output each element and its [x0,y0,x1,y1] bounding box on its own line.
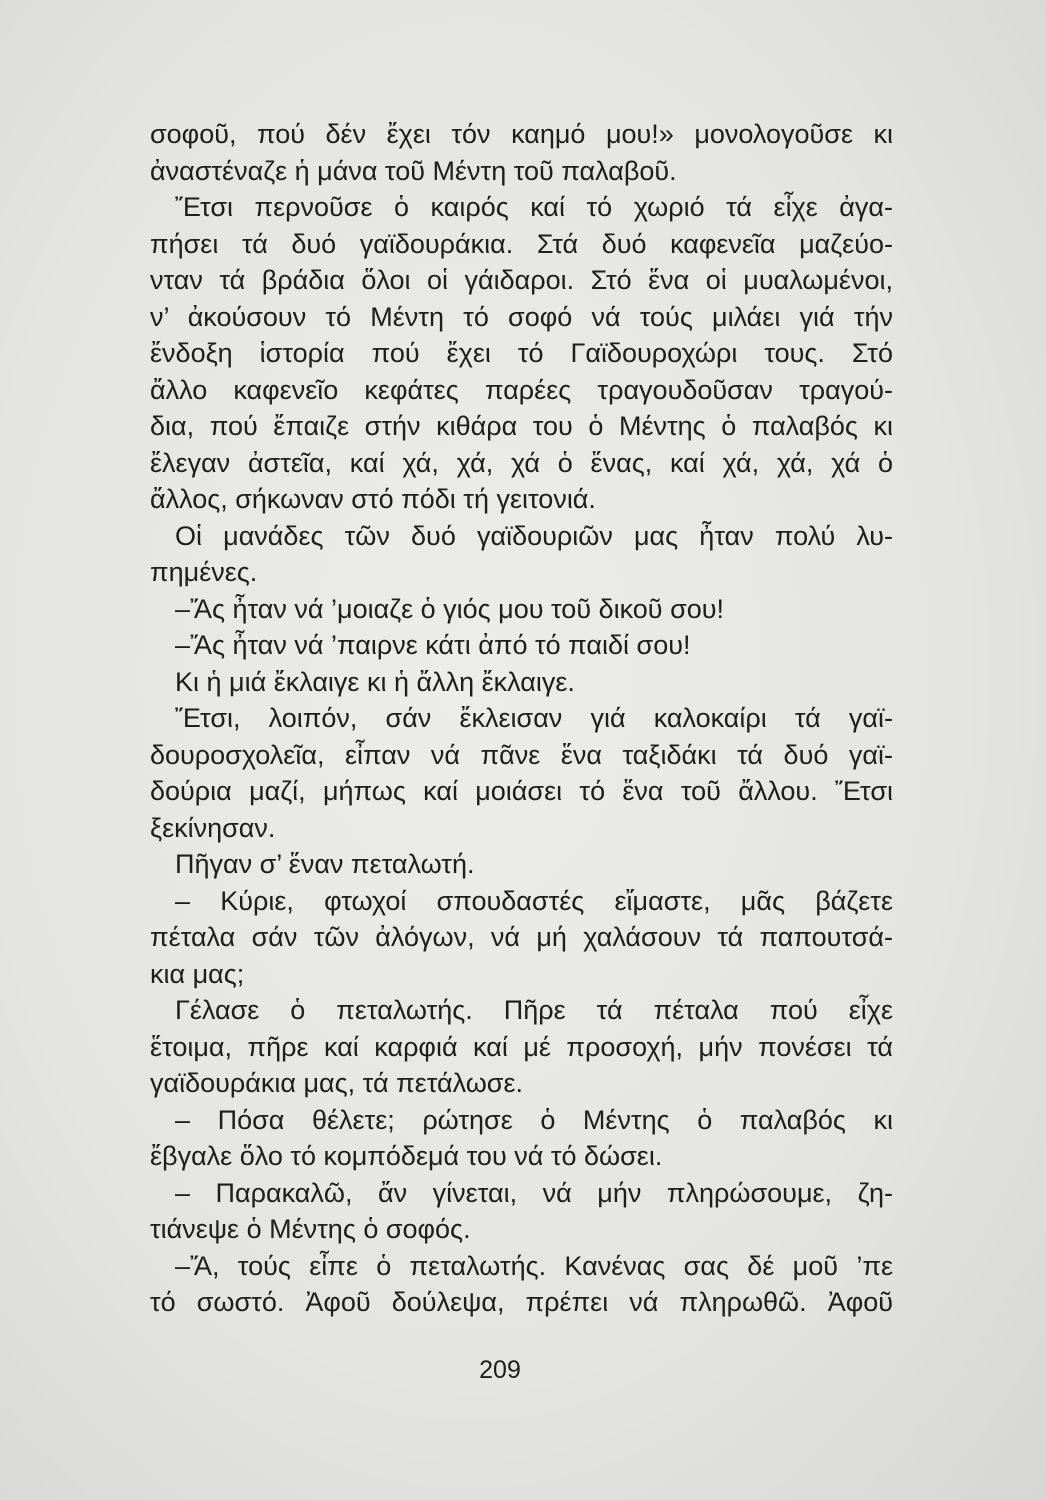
text-line: δούρια μαζί, μήπως καί μοιάσει τό ἕνα τοῦ ἄλλου. Ἔτσι [150,776,893,806]
text-line: ν’ ἀκούσουν τό Μέντη τό σοφό νά τούς μιλάει γιά τήν [150,301,893,332]
text-line: Ἔτσι περνοῦσε ὁ καιρός καί τό χωριό τά εἶχε ἀγα- [175,192,893,222]
text-line: πέταλα σάν τῶν ἀλόγων, νά μή χαλάσουν τά παπουτσά- [150,922,893,952]
text-line: κια μας; [150,958,245,989]
text-line: νταν τά βράδια ὅλοι οἱ γάιδαροι. Στό ἕνα οἱ μυαλωμένοι, [150,265,893,295]
text-line: ἕτοιμα, πῆρε καί καρφιά καί μέ προσοχή, μήν πονέσει τά [150,1031,893,1062]
text-line: ἔλεγαν ἀστεῖα, καί χά, χά, χά ὁ ἕνας, καί χά, χά, χά ὁ [150,447,893,478]
text-line: Πῆγαν σ’ ἕναν πεταλωτή. [175,849,475,879]
page-number: 209 [479,1356,521,1384]
text-line: ἄλλο καφενεῖο κεφάτες παρέες τραγουδοῦσαν τραγού- [150,374,893,405]
text-line: Γέλασε ὁ πεταλωτής. Πῆρε τά πέταλα πού εἶχε [175,995,893,1025]
text-line: γαϊδουράκια μας, τά πετάλωσε. [150,1068,524,1098]
text-line: Ἔτσι, λοιπόν, σάν ἔκλεισαν γιά καλοκαίρι τά γαϊ- [175,703,893,733]
text-line: σοφοῦ, πού δέν ἔχει τόν καημό μου!» μονολογοῦσε κι [150,119,893,149]
body-text [150,116,893,1321]
text-line: – Πόσα θέλετε; ρώτησε ὁ Μέντης ὁ παλαβός κι [175,1104,893,1135]
text-line: ἀναστέναζε ἡ μάνα τοῦ Μέντη τοῦ παλαβοῦ. [150,155,677,186]
text-line: ξεκίνησαν. [150,812,276,843]
text-line: ἔνδοξη ἱστορία πού ἔχει τό Γαϊδουροχώρι τους. Στό [150,338,893,368]
text-line: – Κύριε, φτωχοί σπουδαστές εἴμαστε, μᾶς βάζετε [175,885,893,916]
text-line: δια, πού ἔπαιζε στήν κιθάρα του ὁ Μέντης ὁ παλαβός κι [150,411,893,441]
text-line: πημένες. [150,557,258,587]
text-line: ἄλλος, σήκωναν στό πόδι τή γειτονιά. [150,484,596,514]
text-line: –Ἄς ἦταν νά ’παιρνε κάτι ἀπό τό παιδί σου! [175,630,691,660]
text-line: Οἱ μανάδες τῶν δυό γαϊδουριῶν μας ἦταν πολύ λυ- [175,520,893,551]
text-line: πήσει τά δυό γαϊδουράκια. Στά δυό καφενεῖα μαζεύο- [150,228,893,259]
text-line: –Ἄς ἦταν νά ’μοιαζε ὁ γιός μου τοῦ δικοῦ σου! [175,593,725,624]
text-line: Κι ἡ μιά ἔκλαιγε κι ἡ ἄλλη ἔκλαιγε. [175,666,575,697]
text-line: τιάνεψε ὁ Μέντης ὁ σοφός. [150,1214,471,1244]
text-line: –Ἄ, τούς εἶπε ὁ πεταλωτής. Κανένας σας δέ μοῦ ’πε [175,1250,893,1281]
text-line: δουροσχολεῖα, εἶπαν νά πᾶνε ἕνα ταξιδάκι τά δυό γαϊ- [150,739,893,770]
text-line: τό σωστό. Ἀφοῦ δούλεψα, πρέπει νά πληρωθῶ. Ἀφοῦ [150,1287,893,1317]
text-line: – Παρακαλῶ, ἄν γίνεται, νά μήν πληρώσουμε, ζη- [175,1177,893,1208]
text-line: ἔβγαλε ὅλο τό κομπόδεμά του νά τό δώσει. [150,1141,663,1171]
